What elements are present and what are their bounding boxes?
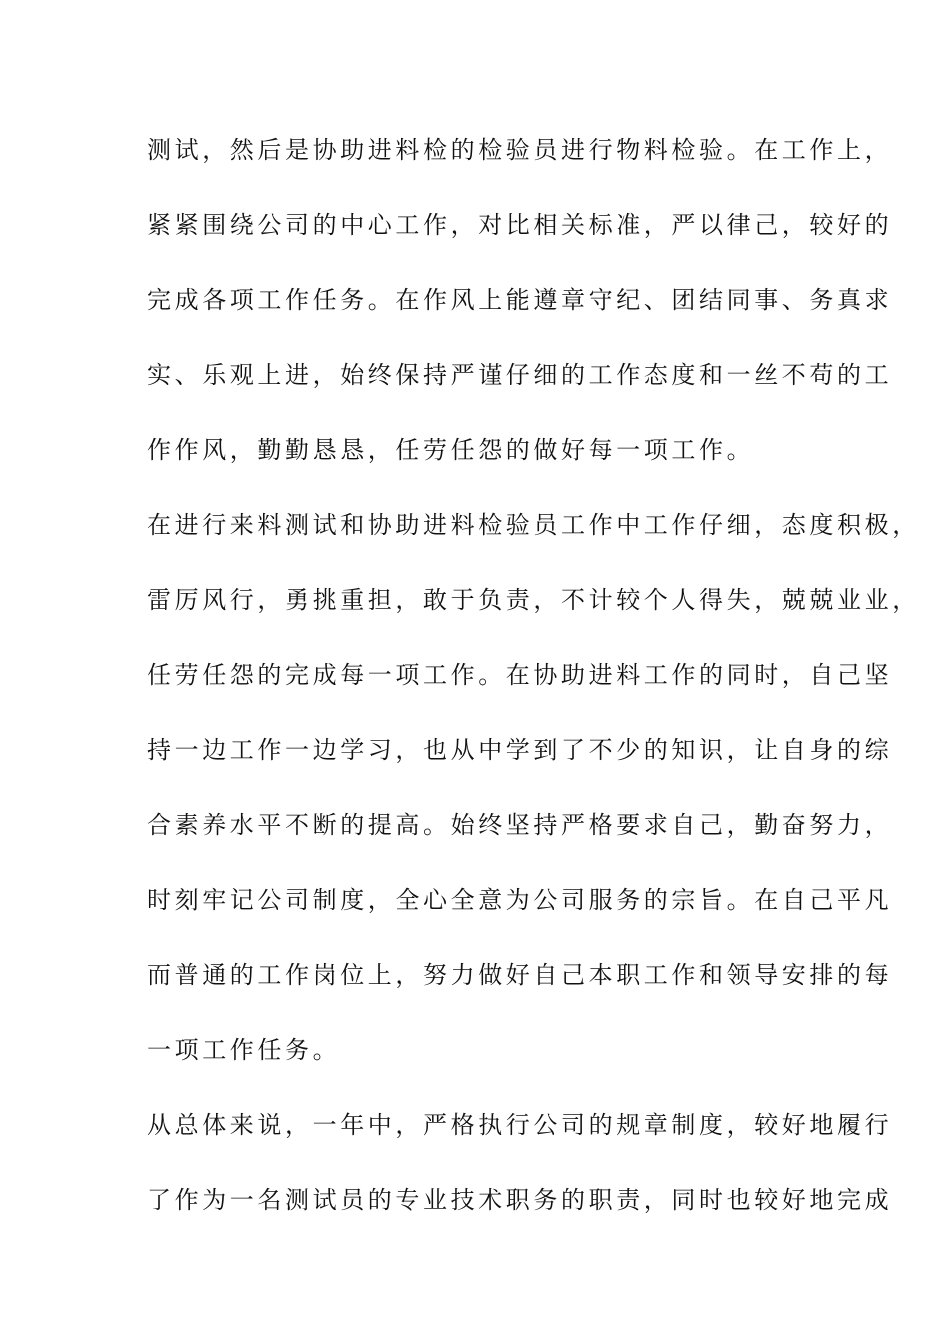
- text-line: 从总体来说，一年中，严格执行公司的规章制度，较好地履行: [147, 1111, 893, 1139]
- text-line: 作作风，勤勤恳恳，任劳任怨的做好每一项工作。: [147, 436, 755, 464]
- text-line: 任劳任怨的完成每一项工作。在协助进料工作的同时，自己坚: [147, 661, 893, 689]
- text-line: 在进行来料测试和协助进料检验员工作中工作仔细，态度积极，: [147, 511, 920, 539]
- text-line: 合素养水平不断的提高。始终坚持严格要求自己，勤奋努力，: [147, 811, 893, 839]
- text-line: 时刻牢记公司制度，全心全意为公司服务的宗旨。在自己平凡: [147, 886, 893, 914]
- text-line: 持一边工作一边学习，也从中学到了不少的知识，让自身的综: [147, 736, 893, 764]
- text-line: 实、乐观上进，始终保持严谨仔细的工作态度和一丝不苟的工: [147, 361, 893, 389]
- text-line: 而普通的工作岗位上，努力做好自己本职工作和领导安排的每: [147, 961, 893, 989]
- text-line: 一项工作任务。: [147, 1036, 341, 1064]
- text-line: 雷厉风行，勇挑重担，敢于负责，不计较个人得失，兢兢业业，: [147, 586, 920, 614]
- text-line: 完成各项工作任务。在作风上能遵章守纪、团结同事、务真求: [147, 286, 893, 314]
- text-line: 了作为一名测试员的专业技术职务的职责，同时也较好地完成: [147, 1186, 893, 1214]
- text-line: 测试，然后是协助进料检的检验员进行物料检验。在工作上，: [147, 136, 893, 164]
- text-line: 紧紧围绕公司的中心工作，对比相关标准，严以律己，较好的: [147, 211, 893, 239]
